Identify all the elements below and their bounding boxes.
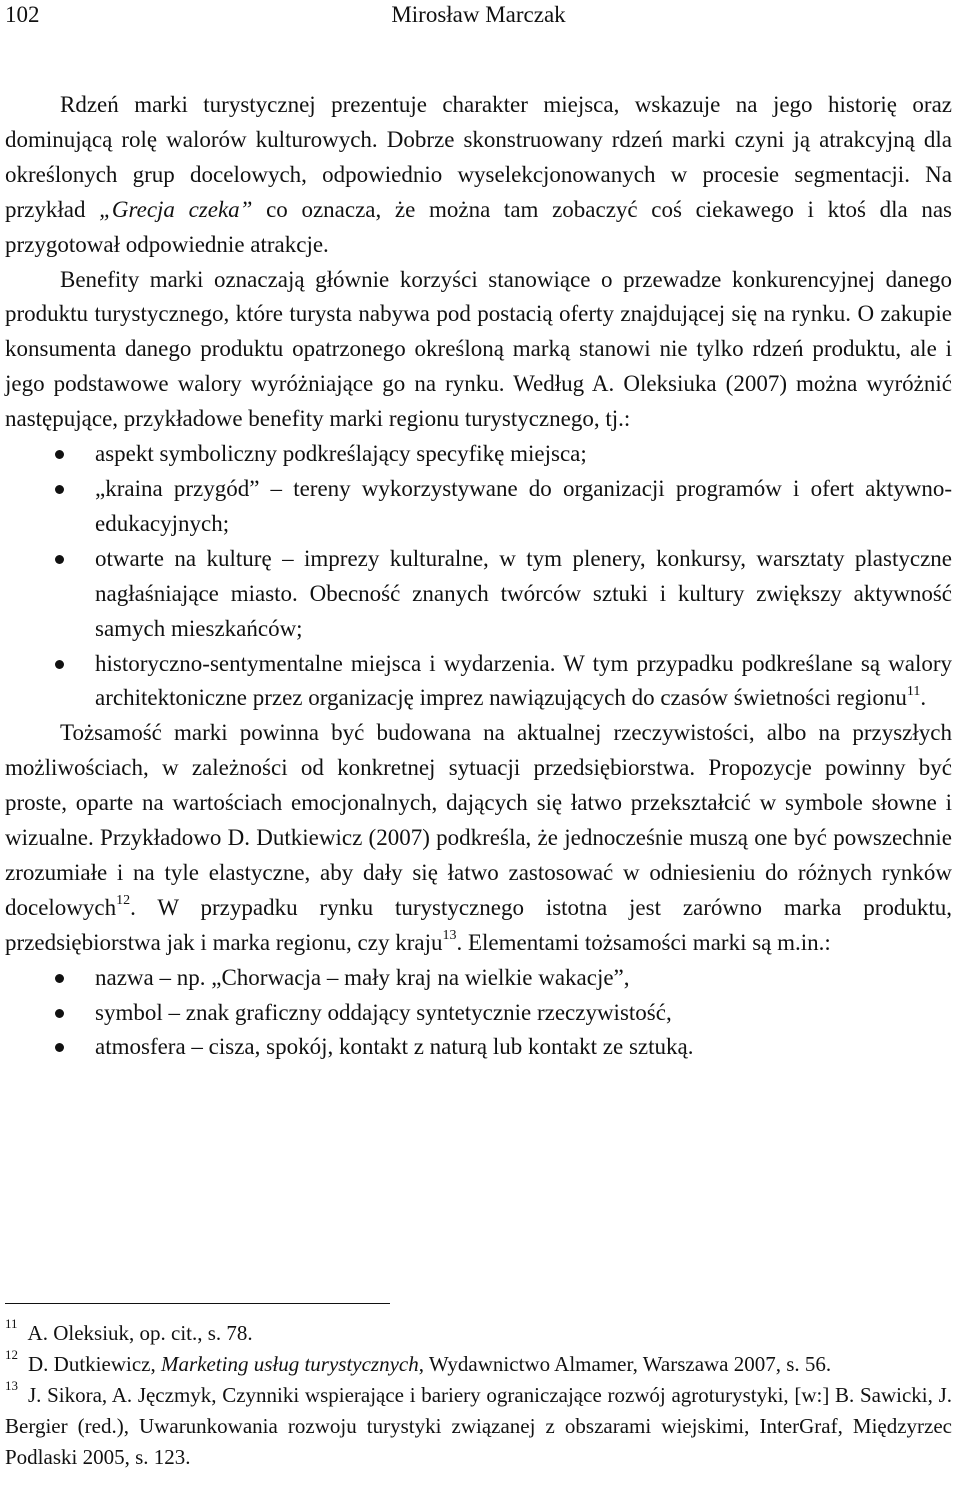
list-item — [5, 961, 952, 996]
list-item — [5, 437, 952, 472]
footnote-ref: 11 — [906, 683, 921, 699]
footnote-number: 11 — [5, 1316, 18, 1331]
footnote-number: 12 — [5, 1347, 18, 1362]
page-number: 102 — [5, 2, 40, 27]
bullet-icon — [55, 974, 64, 983]
bullet-icon — [55, 660, 64, 669]
footnotes — [5, 1318, 952, 1473]
list-item: historyczno-sentymentalne miejsca i wydarzenia. W tym przypadku podkreślane są walory architektoniczne przez organizację imprez nawiązujących do czasów świetności regionu$^{11}$. — [5, 647, 952, 717]
footnote-ref: 12 — [116, 893, 131, 909]
list-item-text: historyczno-sentymentalne miejsca i wydarzenia. W tym przypadku podkreślane są walory architektoniczne przez organizację imprez nawiązujących do czasów świetności regionu — [95, 650, 952, 711]
bullet-icon — [55, 555, 64, 564]
footnote — [5, 1318, 952, 1349]
list-item — [5, 996, 952, 1031]
list-item-text: otwarte na kulturę – imprezy kulturalne, w tym plenery, konkursy, warsztaty plastyczne nagłaśniające miasto. Obecność znanych twórców sztuki i kultury zwiększy aktywność samych mieszkańców; — [95, 545, 952, 641]
paragraph-text: co oznacza, że można tam zobaczyć coś ciekawego i ktoś dla nas przygotował odpowiednie atrakcje. — [5, 196, 952, 257]
list-item-text: symbol – znak graficzny oddający syntetycznie rzeczywistość, — [95, 999, 672, 1025]
list-item — [5, 542, 952, 647]
list-item — [5, 472, 952, 542]
benefits-list — [5, 437, 952, 716]
paragraph-brand-benefits: Benefity marki oznaczają głównie korzyści stanowiące o przewadze konkurencyjnej danego produktu turystycznego, które turysta nabywa pod postacią oferty znajdującej się na rynku. O zakupie konsumenta danego produktu opatrzonego określoną marką stanowi nie tylko rdzeń produktu, ale i jego podstawowe walory wyróżniające go na rynku. Według A. Oleksiuka (2007) można wyróżnić następujące, przykładowe benefity marki regionu turystycznego, tj.: — [5, 266, 952, 432]
footnote-number: 13 — [5, 1378, 18, 1393]
example-slogan: „Grecja czeka” — [99, 196, 253, 222]
identity-elements-list — [5, 961, 952, 1066]
list-item-text: atmosfera – cisza, spokój, kontakt z naturą lub kontakt ze sztuką. — [95, 1034, 694, 1060]
bullet-icon — [55, 1009, 64, 1018]
paragraph-brand-identity — [5, 716, 952, 960]
footnote-text: , Wydawnictwo Almamer, Warszawa 2007, s. 56. — [418, 1352, 832, 1376]
paragraph-brand-core — [5, 88, 952, 263]
list-item — [5, 1030, 952, 1065]
footnote — [5, 1349, 952, 1380]
cited-title: Marketing usług turystycznych — [160, 1352, 419, 1376]
footnote-divider — [5, 1303, 390, 1304]
bullet-icon — [55, 450, 64, 459]
footnote-text: D. Dutkiewicz, — [28, 1352, 161, 1376]
bullet-icon — [55, 1043, 64, 1052]
body-text — [5, 88, 952, 1065]
footnote-text: J. Sikora, A. Jęczmyk, Czynniki wspierające i bariery ograniczające rozwój agroturystyki, [w:] B. Sawicki, J. Bergier (red.), Uwarunkowania rozwoju turystyki związanej z obszarami wiejskimi, InterGraf, Międzyrzec Podlaski 2005, s. 123. — [5, 1383, 952, 1469]
list-item-text: „kraina przygód” – tereny wykorzystywane do organizacji programów i ofert aktywno-edukacyjnych; — [95, 475, 952, 536]
running-author: Mirosław Marczak — [391, 2, 566, 27]
paragraph-text: . Elementami tożsamości marki są m.in.: — [456, 929, 831, 955]
paragraph-text: Tożsamość marki powinna być budowana na aktualnej rzeczywistości, albo na przyszłych możliwościach, w zależności od konkretnej sytuacji przedsiębiorstwa. Propozycje powinny być proste, oparte na wartościach emocjonalnych, dających się łatwo przekształcić w symbole słowne i wizualne. Przykładowo D. Dutkiewicz (2007) podkreśla, że jednocześnie muszą one być powszechnie zrozumiałe i na tyle elastyczne, aby dały się łatwo zastosować w odniesieniu do różnych rynków docelowych — [5, 720, 952, 920]
list-item-text: nazwa – np. „Chorwacja – mały kraj na wielkie wakacje”, — [95, 964, 630, 990]
bullet-icon — [55, 485, 64, 494]
footnote-text: A. Oleksiuk, op. cit., s. 78. — [27, 1321, 253, 1345]
paragraph-text: Rdzeń marki turystycznej prezentuje charakter miejsca, wskazuje na jego historię oraz dominującą rolę walorów kulturowych. Dobrze skonstruowany rdzeń marki czyni ją atrakcyjną dla określonych grup docelowych, odpowiednio wyselekcjonowanych w procesie segmentacji. Na przykład — [5, 92, 952, 222]
running-header — [5, 0, 952, 34]
footnote-ref: 13 — [442, 928, 457, 944]
footnote — [5, 1380, 952, 1473]
list-item-text: aspekt symboliczny podkreślający specyfikę miejsca; — [95, 441, 587, 467]
paragraph-text: . W przypadku rynku turystycznego istotna jest zarówno marka produktu, przedsiębiorstwa jak i marka regionu, czy kraju — [5, 894, 952, 955]
